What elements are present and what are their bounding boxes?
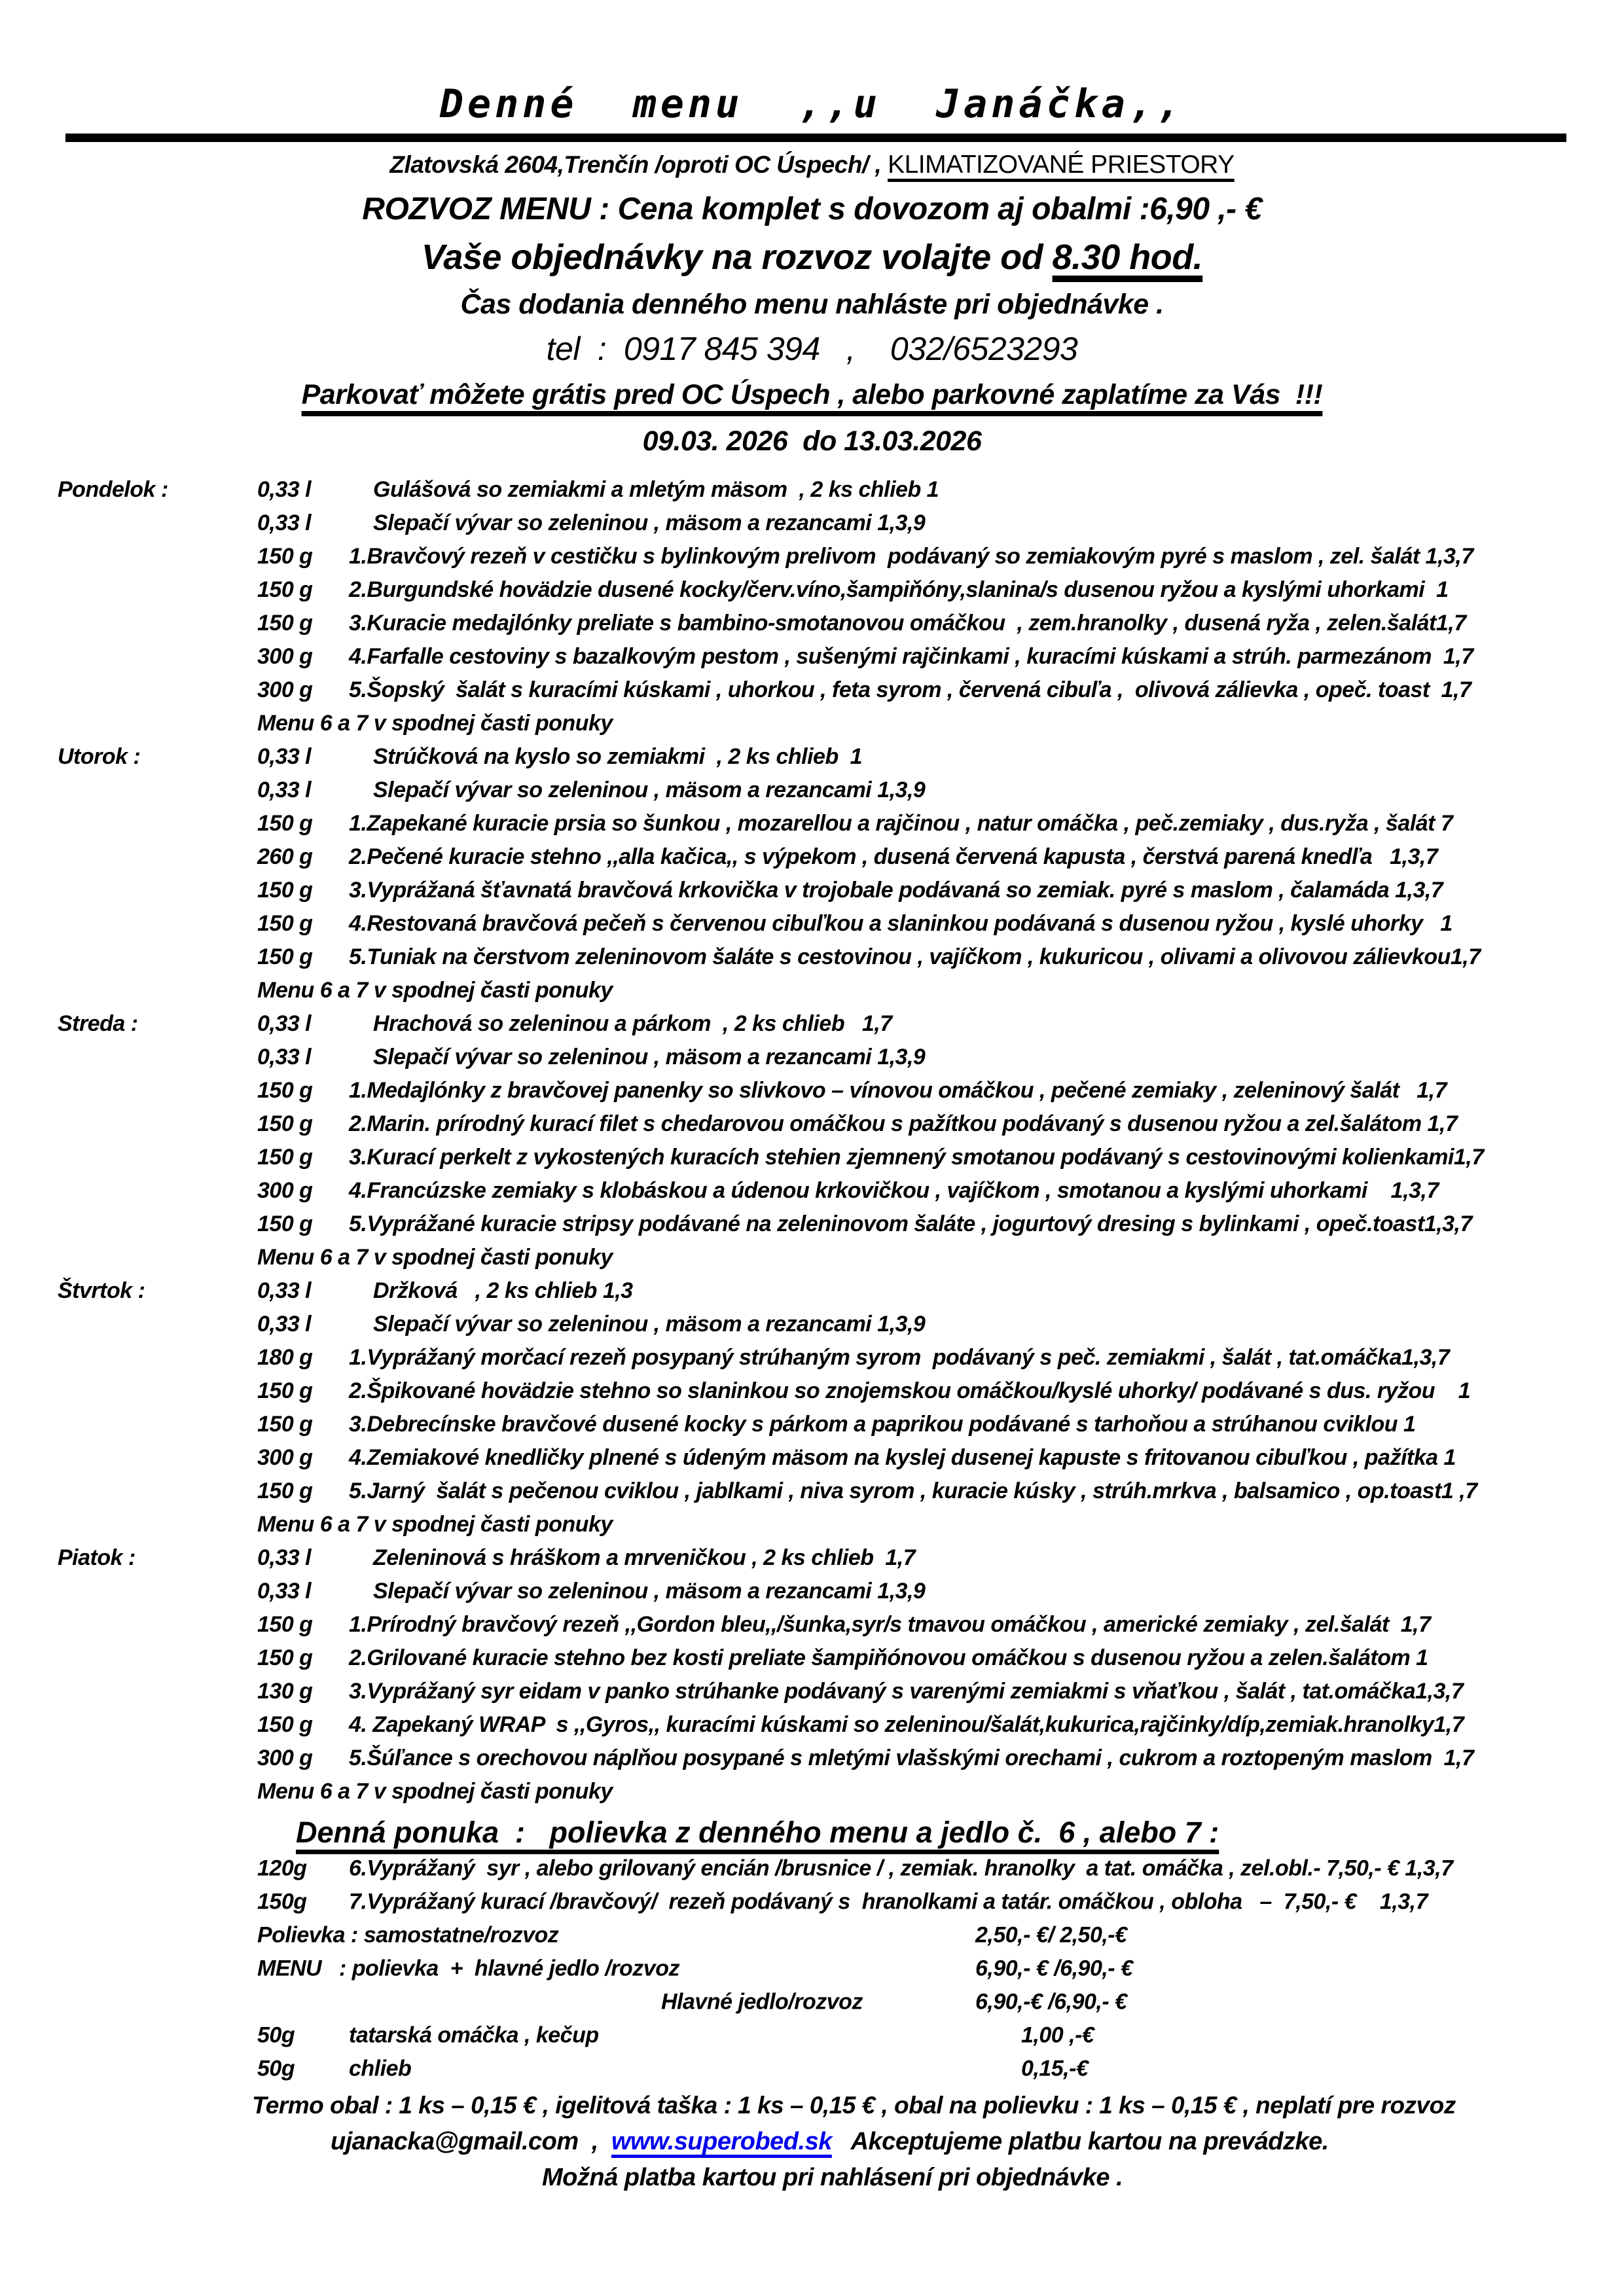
dish-cell: 3.Kuracie medajlónky preliate s bambino-smotanovou omáčkou , zem.hranolky , dusená ryža , zelen.šalát1,7 — [349, 611, 1466, 636]
price-label: Polievka : samostatne/rozvoz — [257, 1922, 559, 1947]
portion-cell: 0,33 l — [257, 1278, 312, 1303]
menu-note: Menu 6 a 7 v spodnej časti ponuky — [257, 711, 613, 736]
portion-cell: 130 g — [257, 1679, 313, 1704]
portion-cell: 0,33 l — [257, 1312, 312, 1336]
dish-cell: 5.Šúľance s orechovou náplňou posypané s mletými vlašskými orechami , cukrom a roztopeným maslom 1,7 — [349, 1746, 1474, 1770]
day-label: Streda : — [58, 1011, 138, 1036]
portion-cell: 150 g — [257, 878, 313, 903]
dish-cell: Slepačí vývar so zeleninou , mäsom a rezancami 1,3,9 — [373, 1045, 926, 1069]
portion-cell: 150 g — [257, 1412, 313, 1437]
menu-row — [0, 1575, 1624, 1608]
menu-row — [0, 1308, 1624, 1341]
portion-cell: 300 g — [257, 644, 313, 669]
dish-cell: 4.Francúzske zemiaky s klobáskou a údenou krkovičkou , vajíčkom , smotanou a kyslými uhorkami 1,3,7 — [349, 1178, 1439, 1203]
portion-cell: 150 g — [257, 1145, 313, 1170]
menu-note-row — [0, 974, 1624, 1007]
dish-cell: Slepačí vývar so zeleninou , mäsom a rezancami 1,3,9 — [373, 511, 926, 535]
menu-row — [0, 1641, 1624, 1675]
portion-cell: 0,33 l — [257, 477, 312, 502]
menu-row — [0, 473, 1624, 507]
menu-row — [0, 1141, 1624, 1174]
menu-row — [0, 1074, 1624, 1107]
card-accepted-text: Akceptujeme platbu kartou na prevádzke. — [831, 2128, 1329, 2155]
portion-cell: 150 g — [257, 611, 313, 636]
price-value: 1,00 ,-€ — [1021, 2022, 1094, 2047]
dish-cell: 5.Tuniak na čerstvom zeleninovom šaláte s cestovinou , vajíčkom , kukuricou , olivami a olivovou zálievkou1,7 — [349, 944, 1481, 969]
day-label: Piatok : — [58, 1545, 135, 1570]
dish-cell: 1.Zapekané kuracie prsia so šunkou , mozarellou a rajčinou , natur omáčka , peč.zemiaky , dus.ryža , šalát 7 — [349, 811, 1453, 836]
portion-cell: 50g — [257, 2056, 295, 2081]
menu-row — [0, 1675, 1624, 1708]
price-row — [0, 2018, 1624, 2052]
portion-cell: 150 g — [257, 1111, 313, 1136]
dish-cell: 1.Vyprážaný morčací rezeň posypaný strúhaným syrom podávaný s peč. zemiakmi , šalát , tat.omáčka1,3,7 — [349, 1345, 1450, 1370]
dish-cell: 4. Zapekaný WRAP s ,,Gyros,, kuracími kúskami so zeleninou/šalát,kukurica,rajčinky/díp,zemiak.hranolky1,7 — [349, 1712, 1464, 1737]
date-range: 09.03. 2026 do 13.03.2026 — [642, 425, 982, 457]
portion-cell: 150 g — [257, 1378, 313, 1403]
orders-text: Vaše objednávky na rozvoz volajte od — [421, 238, 1053, 277]
phone-line: tel : 0917 845 394 , 032/6523293 — [546, 331, 1078, 367]
menu-row — [0, 1341, 1624, 1374]
daily-offer-item-row — [0, 1852, 1624, 1885]
orders-time: 8.30 hod. — [1052, 238, 1203, 277]
dish-cell: Zeleninová s hráškom a mrveničkou , 2 ks chlieb 1,7 — [373, 1545, 916, 1570]
menu-row — [0, 1541, 1624, 1575]
menu-note: Menu 6 a 7 v spodnej časti ponuky — [257, 1779, 613, 1804]
price-value: 6,90,- € /6,90,- € — [975, 1956, 1133, 1981]
dish-cell: 2.Pečené kuracie stehno ,,alla kačica,, s výpekom , dusená červená kapusta , čerstvá parená knedľa 1,3,7 — [349, 844, 1438, 869]
dish-cell: 2.Grilované kuracie stehno bez kosti preliate šampiňónovou omáčkou s dusenou ryžou a zelen.šalátom 1 — [349, 1645, 1428, 1670]
dish-cell: 1.Bravčový rezeň v cestičku s bylinkovým prelivom podávaný so zemiakovým pyré s maslom , zel. šalát 1,3,7 — [349, 544, 1473, 569]
price-label: Hlavné jedlo/rozvoz — [661, 1989, 863, 2014]
menu-note-row — [0, 1508, 1624, 1541]
portion-cell: 0,33 l — [257, 778, 312, 802]
superobed-link[interactable]: www.superobed.sk — [611, 2128, 832, 2155]
day-label: Utorok : — [58, 744, 141, 769]
address-text: Zlatovská 2604,Trenčín /oproti OC Úspech/ , — [389, 151, 888, 178]
menu-note-row — [0, 707, 1624, 740]
menu-row — [0, 941, 1624, 974]
portion-cell: 150g — [257, 1889, 307, 1914]
portion-cell: 180 g — [257, 1345, 313, 1370]
portion-cell: 300 g — [257, 677, 313, 702]
dish-cell: Hrachová so zeleninou a párkom , 2 ks chlieb 1,7 — [373, 1011, 892, 1036]
menu-row — [0, 1374, 1624, 1408]
menu-row — [0, 1007, 1624, 1041]
dish-cell: Slepačí vývar so zeleninou , mäsom a rezancami 1,3,9 — [373, 1579, 926, 1604]
dish-cell: Gulášová so zemiakmi a mletým mäsom , 2 ks chlieb 1 — [373, 477, 939, 502]
portion-cell: 0,33 l — [257, 1579, 312, 1604]
portion-cell: 150 g — [257, 911, 313, 936]
menu-row — [0, 1708, 1624, 1742]
menu-row — [0, 640, 1624, 673]
menu-row — [0, 1408, 1624, 1441]
dish-cell: 4.Zemiakové knedličky plnené s údeným mäsom na kyslej dusenej kapuste s fritovanou cibuľkou , pažítka 1 — [349, 1445, 1456, 1470]
portion-cell: 150 g — [257, 811, 313, 836]
price-row — [0, 1918, 1624, 1952]
menu-row — [0, 1174, 1624, 1208]
contact-line — [0, 2123, 1624, 2160]
menu-row — [0, 1475, 1624, 1508]
portion-cell: 150 g — [257, 1712, 313, 1737]
menu-note: Menu 6 a 7 v spodnej časti ponuky — [257, 978, 613, 1003]
menu-row — [0, 1441, 1624, 1475]
price-value: 6,90,-€ /6,90,- € — [975, 1989, 1127, 2014]
dish-cell: 6.Vyprážaný syr , alebo grilovaný encián /brusnice / , zemiak. hranolky a tat. omáčka , zel.obl.- 7,50,- € 1,3,7 — [349, 1856, 1453, 1880]
page-title: Denné menu ,,u Janáčka,, — [439, 81, 1185, 127]
packaging-note: Termo obal : 1 ks – 0,15 € , igelitová taška : 1 ks – 0,15 € , obal na polievku : 1 ks – 0,15 € , neplatí pre rozvoz — [252, 2092, 1456, 2119]
portion-cell: 0,33 l — [257, 1545, 312, 1570]
price-row — [0, 1952, 1624, 1985]
menu-row — [0, 740, 1624, 774]
dish-cell: 4.Farfalle cestoviny s bazalkovým pestom , sušenými rajčinkami , kuracími kúskami a strúh. parmezánom 1,7 — [349, 644, 1473, 669]
day-label: Štvrtok : — [58, 1278, 145, 1303]
menu-row — [0, 807, 1624, 840]
day-label: Pondelok : — [58, 477, 168, 502]
dish-cell: 7.Vyprážaný kurací /bravčový/ rezeň podávaný s hranolkami a tatár. omáčkou , obloha – 7,50,- € 1,3,7 — [349, 1889, 1428, 1914]
menu-row — [0, 540, 1624, 573]
dish-cell: Držková , 2 ks chlieb 1,3 — [373, 1278, 633, 1303]
price-label: MENU : polievka + hlavné jedlo /rozvoz — [257, 1956, 679, 1981]
price-value: 0,15,-€ — [1021, 2056, 1089, 2081]
menu-row — [0, 1041, 1624, 1074]
dish-cell: 1.Prírodný bravčový rezeň ,,Gordon bleu,,/šunka,syr/s tmavou omáčkou , americké zemiaky , zel.šalát 1,7 — [349, 1612, 1431, 1637]
portion-cell: 300 g — [257, 1178, 313, 1203]
price-row — [0, 2052, 1624, 2085]
menu-row — [0, 774, 1624, 807]
price-label: chlieb — [349, 2056, 412, 2081]
menu-row — [0, 907, 1624, 941]
dish-cell: 2.Špikované hovädzie stehno so slaninkou so znojemskou omáčkou/kyslé uhorky/ podávané s dus. ryžou 1 — [349, 1378, 1471, 1403]
delivery-time-line: Čas dodania denného menu nahláste pri objednávke . — [460, 289, 1164, 320]
portion-cell: 150 g — [257, 544, 313, 569]
dish-cell: 3.Kurací perkelt z vykostených kuracích stehien zjemnený smotanou podávaný s cestovinovými kolienkami1,7 — [349, 1145, 1484, 1170]
air-conditioned-note: KLIMATIZOVANÉ PRIESTORY — [888, 151, 1235, 179]
menu-row — [0, 1742, 1624, 1775]
menu-row — [0, 1608, 1624, 1641]
dish-cell: 1.Medajlónky z bravčovej panenky so slivkovo – vínovou omáčkou , pečené zemiaky , zeleninový šalát 1,7 — [349, 1078, 1447, 1103]
portion-cell: 300 g — [257, 1746, 313, 1770]
dish-cell: Strúčková na kyslo so zemiakmi , 2 ks chlieb 1 — [373, 744, 863, 769]
portion-cell: 0,33 l — [257, 1045, 312, 1069]
portion-cell: 0,33 l — [257, 1011, 312, 1036]
orders-line — [0, 236, 1624, 278]
menu-row — [0, 573, 1624, 607]
title-divider — [65, 134, 1566, 142]
portion-cell: 150 g — [257, 1645, 313, 1670]
daily-offer-item-row — [0, 1885, 1624, 1918]
price-label: tatarská omáčka , kečup — [349, 2022, 599, 2047]
menu-note-row — [0, 1241, 1624, 1274]
portion-cell: 300 g — [257, 1445, 313, 1470]
dish-cell: 4.Restovaná bravčová pečeň s červenou cibuľkou a slaninkou podávaná s dusenou ryžou , kyslé uhorky 1 — [349, 911, 1453, 936]
portion-cell: 260 g — [257, 844, 313, 869]
menu-row — [0, 874, 1624, 907]
price-row — [0, 1985, 1624, 2018]
dish-cell: 2.Burgundské hovädzie dusené kocky/červ.víno,šampiňóny,slanina/s dusenou ryžou a kyslými uhorkami 1 — [349, 577, 1449, 602]
portion-cell: 150 g — [257, 577, 313, 602]
menu-row — [0, 607, 1624, 640]
email-text: ujanacka@gmail.com , — [331, 2128, 611, 2155]
portion-cell: 150 g — [257, 944, 313, 969]
address-line — [0, 150, 1624, 180]
portion-cell: 150 g — [257, 1211, 313, 1236]
portion-cell: 0,33 l — [257, 511, 312, 535]
portion-cell: 120g — [257, 1856, 307, 1880]
dish-cell: 5.Vyprážané kuracie stripsy podávané na zeleninovom šaláte , jogurtový dresing s bylinkami , opeč.toast1,3,7 — [349, 1211, 1472, 1236]
menu-row — [0, 840, 1624, 874]
menu-note: Menu 6 a 7 v spodnej časti ponuky — [257, 1512, 613, 1537]
menu-row — [0, 673, 1624, 707]
card-payment-note: Možná platba kartou pri nahlásení pri objednávke . — [542, 2164, 1123, 2191]
menu-row — [0, 1208, 1624, 1241]
dish-cell: 3.Vyprážaná šťavnatá bravčová krkovička v trojobale podávaná so zemiak. pyré s maslom , čalamáda 1,3,7 — [349, 878, 1443, 903]
daily-offer-heading-text: Denná ponuka : polievka z denného menu a jedlo č. 6 , alebo 7 : — [296, 1816, 1219, 1849]
price-list — [0, 1852, 1624, 2085]
dish-cell: Slepačí vývar so zeleninou , mäsom a rezancami 1,3,9 — [373, 1312, 926, 1336]
portion-cell: 50g — [257, 2022, 295, 2047]
dish-cell: 5.Šopský šalát s kuracími kúskami , uhorkou , feta syrom , červená cibuľa , olivová zálievka , opeč. toast 1,7 — [349, 677, 1471, 702]
dish-cell: 3.Debrecínske bravčové dusené kocky s párkom a paprikou podávané s tarhoňou a strúhanou cviklou 1 — [349, 1412, 1416, 1437]
price-value: 2,50,- €/ 2,50,-€ — [975, 1922, 1127, 1947]
portion-cell: 150 g — [257, 1078, 313, 1103]
daily-offer-heading — [0, 1814, 1624, 1852]
dish-cell: Slepačí vývar so zeleninou , mäsom a rezancami 1,3,9 — [373, 778, 926, 802]
dish-cell: 3.Vyprážaný syr eidam v panko strúhanke podávaný s varenými zemiakmi s vňaťkou , šalát , tat.omáčka1,3,7 — [349, 1679, 1464, 1704]
menu-row — [0, 507, 1624, 540]
menu-note-row — [0, 1775, 1624, 1808]
delivery-price-line: ROZVOZ MENU : Cena komplet s dovozom aj obalmi :6,90 ,- € — [362, 192, 1262, 226]
portion-cell: 150 g — [257, 1612, 313, 1637]
menu-note: Menu 6 a 7 v spodnej časti ponuky — [257, 1245, 613, 1270]
parking-line: Parkovať môžete grátis pred OC Úspech , alebo parkovné zaplatíme za Vás !!! — [301, 379, 1323, 410]
dish-cell: 2.Marin. prírodný kurací filet s chedarovou omáčkou s pažítkou podávaný s dusenou ryžou a zel.šalátom 1,7 — [349, 1111, 1458, 1136]
menu-row — [0, 1274, 1624, 1308]
menu-row — [0, 1107, 1624, 1141]
portion-cell: 150 g — [257, 1479, 313, 1503]
menu-table — [0, 473, 1624, 1808]
portion-cell: 0,33 l — [257, 744, 312, 769]
dish-cell: 5.Jarný šalát s pečenou cviklou , jablkami , niva syrom , kuracie kúsky , strúh.mrkva , balsamico , op.toast1 ,7 — [349, 1479, 1477, 1503]
